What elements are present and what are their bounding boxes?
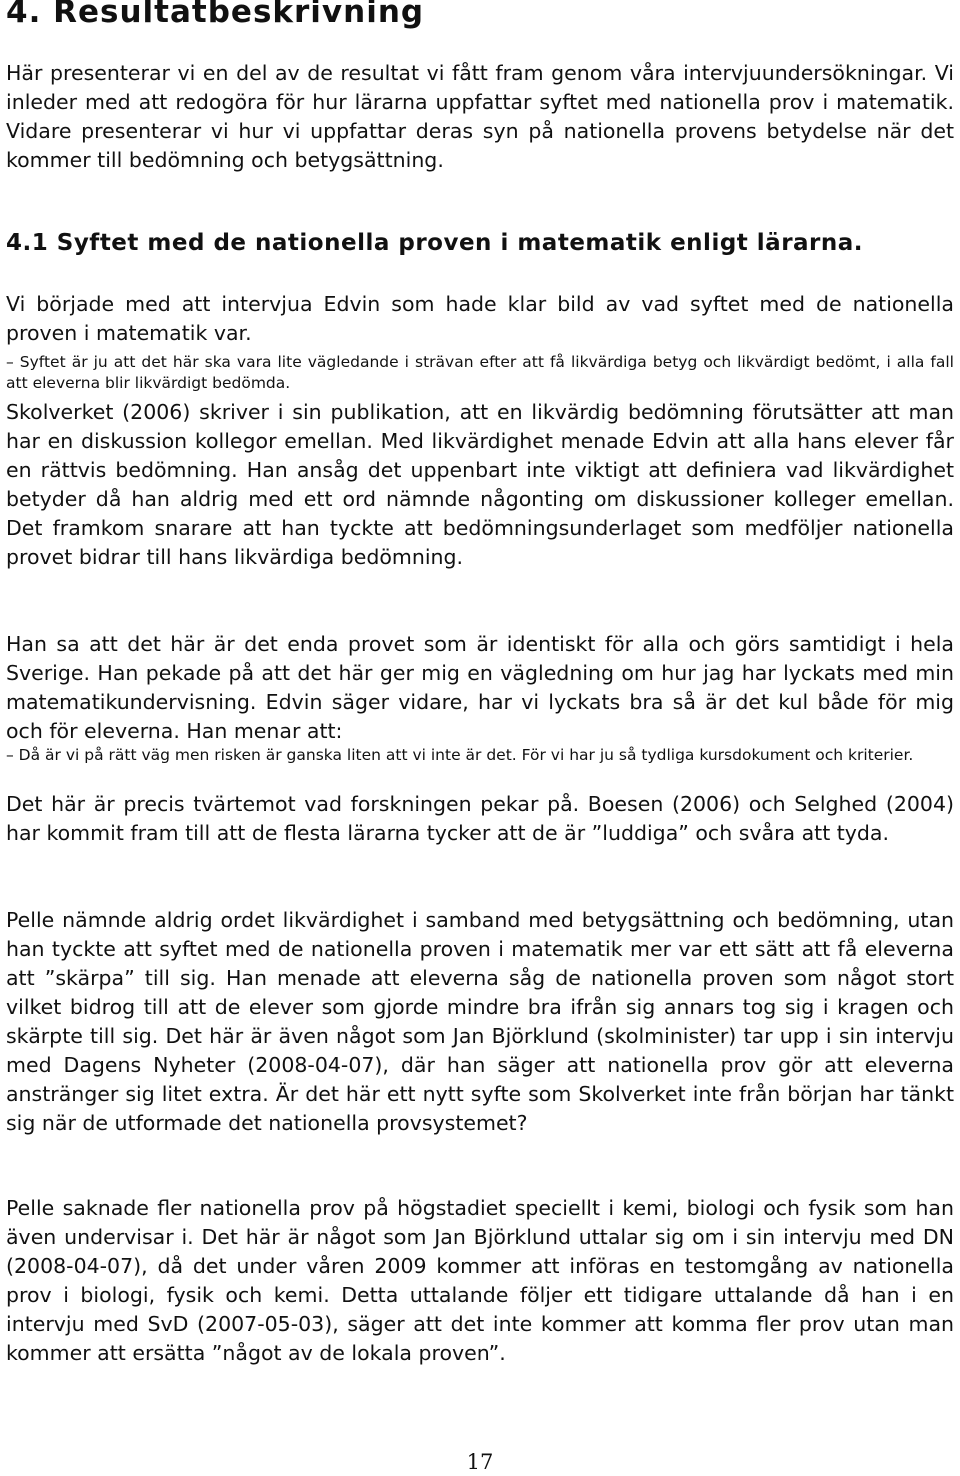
paragraph-1: Vi började med att intervjua Edvin som hade klar bild av vad syftet med de nationella proven i matematik var.: [6, 292, 954, 345]
paragraph-6: Pelle saknade fler nationella prov på högstadiet speciellt i kemi, biologi och fysik som han även undervisar i. Det här är något som Jan Björklund uttalar sig om i sin intervju med DN (2008-04-07), då det under våren 2009 kommer att införas en testomgång av nationella prov i biologi, fysik och kemi. Detta uttalande följer ett tidigare uttalande då han i en intervju med SvD (2007-05-03), säger att det inte kommer att komma fler prov utan man kommer att ersätta ”något av de lokala proven”.: [6, 1196, 954, 1365]
paragraph-2: Skolverket (2006) skriver i sin publikation, att en likvärdig bedömning förutsätter att man har en diskussion kollegor emellan. Med likvärdighet menade Edvin att alla hans elever får en rättvis bedömning. Han ansåg det uppenbart inte viktigt att definiera vad likvärdighet betyder då han aldrig med ett ord nämnde någonting om diskussioner kolleger emellan. Det framkom snarare att han tyckte att bedömningsunderlaget som medföljer nationella provet bidrar till hans likvärdiga bedömning.: [6, 400, 954, 569]
page-number: 17: [466, 1450, 494, 1474]
subsection-heading: 4.1 Syftet med de nationella proven i matematik enligt lärarna.: [6, 230, 864, 256]
interview-quote-2: – Då är vi på rätt väg men risken är ganska liten att vi inte är det. För vi har ju så tydliga kursdokument och kriterier.: [6, 746, 914, 764]
paragraph-3: Han sa att det här är det enda provet som är identiskt för alla och görs samtidigt i hela Sverige. Han pekade på att det här ger mig en vägledning om hur jag har lyckats med min matematikundervisning. Edvin säger vidare, har vi lyckats bra så är det kul både för mig och för eleverna. Han menar att:: [6, 632, 954, 743]
paragraph-5: Pelle nämnde aldrig ordet likvärdighet i samband med betygsättning och bedömning, utan han tyckte att syftet med de nationella proven i matematik mer var ett sätt att få eleverna att ”skärpa” till sig. Han menade att eleverna såg de nationella proven som något stort vilket bidrog till att de elever som gjorde mindre bra ifrån sig annars tog sig i kragen och skärpte till sig. Det här är även något som Jan Björklund (skolminister) tar upp i sin intervju med Dagens Nyheter (2008-04-07), där han säger att nationella prov gör att eleverna anstränger sig litet extra. Är det här ett nytt syfte som Skolverket inte från början har tänkt sig när de utformade det nationella provsystemet?: [6, 908, 954, 1135]
paragraph-4: Det här är precis tvärtemot vad forskningen pekar på. Boesen (2006) och Selghed (2004) har kommit fram till att de flesta lärarna tycker att de är ”luddiga” och svåra att tyda.: [6, 792, 954, 845]
section-heading: 4. Resultatbeskrivning: [6, 0, 425, 30]
interview-quote-1: – Syftet är ju att det här ska vara lite vägledande i strävan efter att få likvärdiga betyg och likvärdigt bedömt, i alla fall att eleverna blir likvärdigt bedömda.: [6, 353, 954, 392]
intro-paragraph: Här presenterar vi en del av de resultat vi fått fram genom våra intervjuundersökningar. Vi inleder med att redogöra för hur lärarna uppfattar syftet med nationella prov i matematik. Vidare presenterar vi hur vi uppfattar deras syn på nationella provens betydelse när det kommer till bedömning och betygsättning.: [6, 61, 954, 172]
